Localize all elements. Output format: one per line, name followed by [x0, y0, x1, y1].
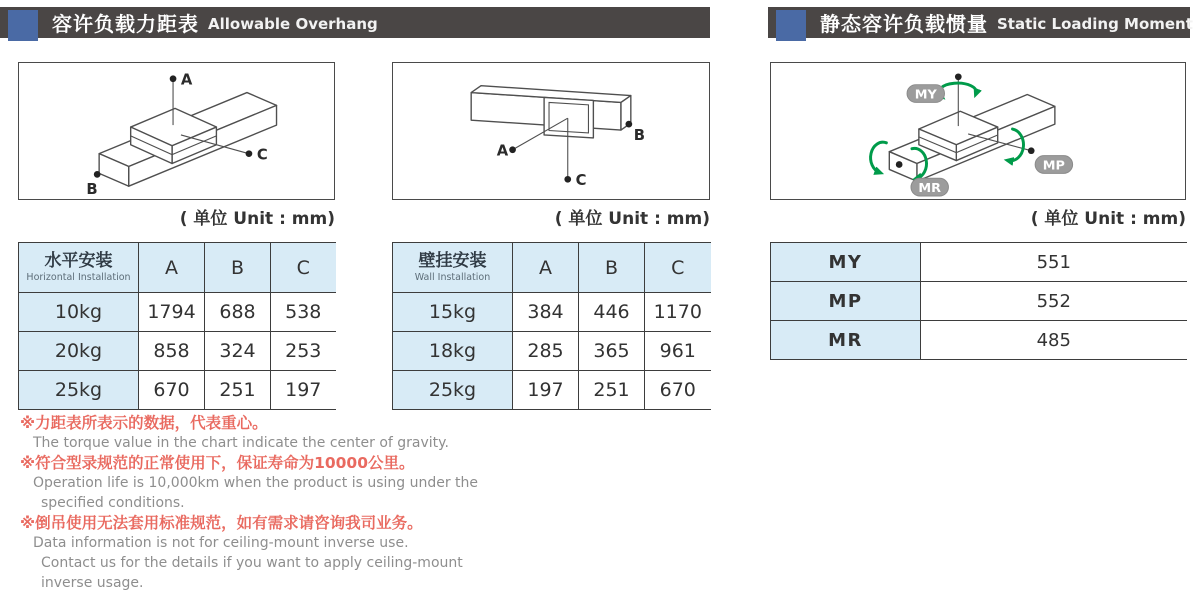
cell-value: 365 [579, 332, 645, 371]
moment-axes-drawing [771, 63, 1185, 199]
dim-label-a: A [180, 71, 193, 89]
footnote-en: The torque value in the chart indicate the center of gravity. [33, 435, 449, 451]
cell-value: 1794 [139, 293, 205, 332]
cell-value: 670 [645, 371, 711, 410]
table-wall-installation [392, 242, 711, 410]
row-label: MP [771, 282, 921, 321]
table-row [393, 293, 711, 332]
column-header: A [513, 243, 579, 293]
row-label: MY [771, 243, 921, 282]
section-title-en: Allowable Overhang [208, 14, 378, 33]
section-title-en: Static Loading Moment [997, 14, 1193, 33]
cell-value: 446 [579, 293, 645, 332]
cell-value: 688 [205, 293, 271, 332]
section-title-zh: 静态容许负载惯量 [820, 12, 988, 36]
cell-value: 551 [921, 243, 1187, 282]
column-header: C [271, 243, 336, 293]
moment-label-mr: MR [918, 181, 942, 197]
section-header-allowable-overhang [0, 7, 710, 38]
footnote-en: Operation life is 10,000km when the product is using under the [33, 475, 479, 491]
cell-value: 538 [271, 293, 336, 332]
footnote-zh: ※符合型录规范的正常使用下，保证寿命为10000公里。 [20, 454, 415, 472]
row-label: 25kg [393, 371, 513, 410]
footnote-en: specified conditions. [41, 495, 185, 511]
footnote-en: Data information is not for ceiling-mount inverse use. [33, 535, 409, 551]
cell-value: 485 [921, 321, 1187, 360]
actuator-isometric-drawing [19, 63, 334, 199]
cell-value: 858 [139, 332, 205, 371]
cell-value: 324 [205, 332, 271, 371]
cell-value: 552 [921, 282, 1187, 321]
table-corner-header: 壁挂安装 Wall Installation [393, 243, 513, 293]
row-label: 20kg [19, 332, 139, 371]
footnote-en: Contact us for the details if you want to apply ceiling-mount [41, 555, 463, 571]
footnote-zh: ※力距表所表示的数据，代表重心。 [20, 414, 268, 432]
table-row [393, 371, 711, 410]
moment-label-mp: MP [1042, 158, 1065, 174]
column-header: B [205, 243, 271, 293]
diagram-static-loading-moment [770, 62, 1186, 200]
row-label: 10kg [19, 293, 139, 332]
footnote-en: inverse usage. [41, 575, 144, 591]
table-row [393, 332, 711, 371]
cell-value: 197 [271, 371, 336, 410]
cell-value: 384 [513, 293, 579, 332]
column-header: B [579, 243, 645, 293]
row-label: MR [771, 321, 921, 360]
table-corner-header: 水平安装 Horizontal Installation [19, 243, 139, 293]
moment-label-my: MY [914, 87, 937, 103]
blue-square-accent [776, 10, 806, 41]
cell-value: 251 [205, 371, 271, 410]
table-horizontal-installation [18, 242, 336, 410]
cell-value: 197 [513, 371, 579, 410]
row-label: 18kg [393, 332, 513, 371]
dim-label-c: C [256, 146, 268, 164]
dim-label-b: B [633, 126, 646, 144]
cell-value: 961 [645, 332, 711, 371]
dim-label-b: B [86, 181, 98, 199]
table-row [771, 321, 1187, 360]
cell-value: 251 [579, 371, 645, 410]
section-title-zh: 容许负载力距表 [52, 12, 199, 36]
cell-value: 1170 [645, 293, 711, 332]
blue-square-accent [8, 10, 38, 41]
dim-label-c: C [575, 172, 587, 190]
cell-value: 285 [513, 332, 579, 371]
rotation-arrow-mr-left [871, 142, 887, 172]
column-header: A [139, 243, 205, 293]
table-static-loading-moment [770, 242, 1187, 360]
dim-label-a: A [496, 142, 509, 160]
footnote-zh: ※倒吊使用无法套用标准规范，如有需求请咨询我司业务。 [20, 514, 423, 532]
table-row [19, 332, 336, 371]
cell-value: 670 [139, 371, 205, 410]
table-row [19, 371, 336, 410]
diagram-wall-installation [392, 62, 710, 200]
table-row [771, 243, 1187, 282]
row-label: 25kg [19, 371, 139, 410]
unit-caption: ( 单位 Unit : mm) [1030, 209, 1186, 229]
diagram-horizontal-installation [18, 62, 335, 200]
footnotes [20, 413, 540, 593]
unit-caption: ( 单位 Unit : mm) [179, 209, 335, 229]
actuator-side-drawing [393, 63, 709, 199]
row-label: 15kg [393, 293, 513, 332]
table-row [19, 293, 336, 332]
unit-caption: ( 单位 Unit : mm) [554, 209, 710, 229]
section-header-static-loading-moment [768, 7, 1193, 38]
table-row [771, 282, 1187, 321]
column-header: C [645, 243, 711, 293]
cell-value: 253 [271, 332, 336, 371]
